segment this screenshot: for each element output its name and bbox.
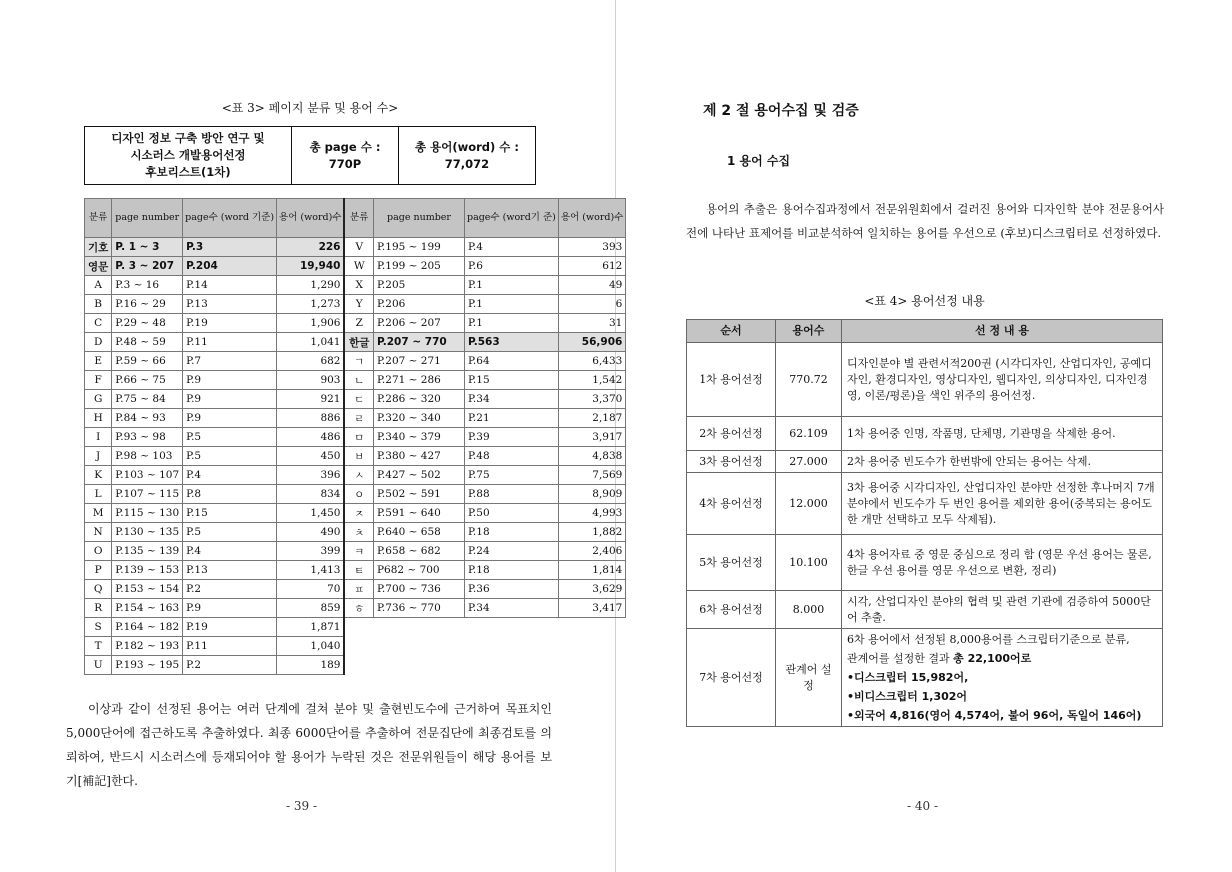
page-count-cell: P.1 xyxy=(464,295,558,314)
category-cell: U xyxy=(85,656,112,675)
content-line: 관계어를 설정한 결과 xyxy=(847,652,954,665)
page-count-cell: P.2 xyxy=(183,656,277,675)
category-cell: ㄷ xyxy=(344,390,373,409)
word-count-cell: 1,041 xyxy=(277,333,345,352)
word-count-cell: 1,542 xyxy=(558,371,625,390)
content-cell: 3차 용어중 시각디자인, 산업디자인 분야만 선정한 후나머지 7개 분야에서 빈도수가 두 번인 용어를 제외한 용어(중복되는 용어도 한 개만 선택하고 모두 삭제됨). xyxy=(842,473,1163,535)
table-row xyxy=(85,504,626,523)
order-cell: 1차 용어선정 xyxy=(687,343,776,417)
table-row xyxy=(85,314,626,333)
col-header: 용어 (word)수 xyxy=(277,199,345,238)
page-range-cell: P.427 ~ 502 xyxy=(373,466,464,485)
category-cell: A xyxy=(85,276,112,295)
page-count-cell: P.64 xyxy=(464,352,558,371)
category-cell: T xyxy=(85,637,112,656)
order-cell: 4차 용어선정 xyxy=(687,473,776,535)
category-cell: ㅈ xyxy=(344,504,373,523)
page-range-cell: P682 ~ 700 xyxy=(373,561,464,580)
bullet-foreign: •외국어 4,816(영어 4,574어, 불어 96어, 독일어 146어) xyxy=(847,709,1142,722)
summary-title xyxy=(85,127,292,185)
page-count-cell: P.3 xyxy=(183,238,277,257)
page-count-cell: P.1 xyxy=(464,314,558,333)
category-cell: 한글 xyxy=(344,333,373,352)
total-words-value: 77,072 xyxy=(444,156,490,171)
page-range-cell: P.182 ~ 193 xyxy=(112,637,183,656)
empty-cell xyxy=(464,656,558,675)
word-count-cell: 393 xyxy=(558,238,625,257)
table-row xyxy=(85,257,626,276)
order-cell: 2차 용어선정 xyxy=(687,417,776,451)
category-cell: F xyxy=(85,371,112,390)
summary-title-line: 디자인 정보 구축 방안 연구 및 xyxy=(111,131,265,145)
empty-cell xyxy=(373,618,464,637)
page-range-cell: P.154 ~ 163 xyxy=(112,599,183,618)
word-count-cell: 226 xyxy=(277,238,345,257)
category-cell: P xyxy=(85,561,112,580)
category-cell: Z xyxy=(344,314,373,333)
word-count-cell: 2,406 xyxy=(558,542,625,561)
total-pages xyxy=(292,127,399,185)
page-count-cell: P.9 xyxy=(183,371,277,390)
page-count-cell: P.4 xyxy=(464,238,558,257)
category-cell: ㄱ xyxy=(344,352,373,371)
page-range-cell: P.199 ~ 205 xyxy=(373,257,464,276)
word-count-cell: 1,882 xyxy=(558,523,625,542)
page-count-cell: P.15 xyxy=(183,504,277,523)
table-row xyxy=(85,390,626,409)
table-row xyxy=(85,238,626,257)
page-count-cell: P.18 xyxy=(464,561,558,580)
total-words-label: 총 용어(word) 수 : xyxy=(415,139,519,154)
page-range-cell: P.736 ~ 770 xyxy=(373,599,464,618)
col-header: page수 (word 기준) xyxy=(183,199,277,238)
page-count-cell: P.5 xyxy=(183,523,277,542)
word-count-cell: 4,838 xyxy=(558,447,625,466)
summary-box xyxy=(84,126,536,185)
word-count-cell: 4,993 xyxy=(558,504,625,523)
page-count-cell: P.4 xyxy=(183,466,277,485)
summary-title-line: 후보리스트(1차) xyxy=(145,165,231,179)
page-range-cell: P.59 ~ 66 xyxy=(112,352,183,371)
page-range-cell: P.591 ~ 640 xyxy=(373,504,464,523)
category-cell: G xyxy=(85,390,112,409)
word-count-cell: 682 xyxy=(277,352,345,371)
page-count-cell: P.11 xyxy=(183,637,277,656)
page-range-cell: P.206 ~ 207 xyxy=(373,314,464,333)
subsection-title: 1 용어 수집 xyxy=(727,154,791,168)
word-count-cell: 1,871 xyxy=(277,618,345,637)
category-cell: S xyxy=(85,618,112,637)
page-count-cell: P.6 xyxy=(464,257,558,276)
word-count-cell: 450 xyxy=(277,447,345,466)
table-row xyxy=(85,656,626,675)
page-count-cell: P.34 xyxy=(464,599,558,618)
word-count-cell: 19,940 xyxy=(277,257,345,276)
page-count-cell: P.24 xyxy=(464,542,558,561)
page-range-cell: P.502 ~ 591 xyxy=(373,485,464,504)
section-title: 제 2 절 용어수집 및 검증 xyxy=(703,103,859,119)
table-row xyxy=(687,473,1163,535)
table-row xyxy=(85,485,626,504)
intro-paragraph: 용어의 추출은 용어수집과정에서 전문위원회에서 걸러진 용어와 디자인학 분야 전문용어사전에 나타난 표제어를 비교분석하여 일치하는 용어를 우선으로 (후보)디스크립터로 선정하였다. xyxy=(686,202,1164,240)
total-pages-value: 770P xyxy=(328,156,362,171)
page-count-cell: P.39 xyxy=(464,428,558,447)
word-count-cell: 396 xyxy=(277,466,345,485)
page-count-cell: P.563 xyxy=(464,333,558,352)
word-count-cell: 1,450 xyxy=(277,504,345,523)
page-number-left: - 39 - xyxy=(286,799,318,813)
page-word-table xyxy=(84,198,626,675)
page-count-cell: P.50 xyxy=(464,504,558,523)
word-count-cell: 6,433 xyxy=(558,352,625,371)
page-count-cell: P.21 xyxy=(464,409,558,428)
col-header: 분류 xyxy=(85,199,112,238)
empty-cell xyxy=(344,618,373,637)
col-header: 순서 xyxy=(687,320,776,343)
page-range-cell: P.205 xyxy=(373,276,464,295)
category-cell: H xyxy=(85,409,112,428)
empty-cell xyxy=(464,618,558,637)
word-count-cell: 189 xyxy=(277,656,345,675)
page-range-cell: P.700 ~ 736 xyxy=(373,580,464,599)
empty-cell xyxy=(373,656,464,675)
col-header: 분류 xyxy=(344,199,373,238)
category-cell: ㄹ xyxy=(344,409,373,428)
word-count-cell: 1,814 xyxy=(558,561,625,580)
count-cell: 770.72 xyxy=(776,343,842,417)
table-row xyxy=(85,599,626,618)
page-count-cell: P.13 xyxy=(183,561,277,580)
empty-cell xyxy=(344,637,373,656)
category-cell: R xyxy=(85,599,112,618)
word-count-cell: 886 xyxy=(277,409,345,428)
category-cell: X xyxy=(344,276,373,295)
word-count-cell: 921 xyxy=(277,390,345,409)
order-cell: 3차 용어선정 xyxy=(687,451,776,473)
word-count-cell: 903 xyxy=(277,371,345,390)
page-range-cell: P.207 ~ 271 xyxy=(373,352,464,371)
table-header-row xyxy=(687,320,1163,343)
count-cell: 8.000 xyxy=(776,591,842,629)
word-count-cell: 56,906 xyxy=(558,333,625,352)
content-cell: 2차 용어중 빈도수가 한번밖에 안되는 용어는 삭제. xyxy=(842,451,1163,473)
count-cell: 12.000 xyxy=(776,473,842,535)
category-cell: I xyxy=(85,428,112,447)
table-row xyxy=(85,561,626,580)
table-row xyxy=(85,466,626,485)
col-header: 용어 (word)수 xyxy=(558,199,625,238)
word-count-cell: 1,290 xyxy=(277,276,345,295)
category-cell: ㅇ xyxy=(344,485,373,504)
page-range-cell: P.153 ~ 154 xyxy=(112,580,183,599)
table-row xyxy=(85,428,626,447)
page-count-cell: P.9 xyxy=(183,599,277,618)
table-row xyxy=(85,295,626,314)
word-count-cell: 1,413 xyxy=(277,561,345,580)
page-count-cell: P.75 xyxy=(464,466,558,485)
category-cell: M xyxy=(85,504,112,523)
page-range-cell: P.130 ~ 135 xyxy=(112,523,183,542)
word-count-cell: 7,569 xyxy=(558,466,625,485)
page-count-cell: P.19 xyxy=(183,314,277,333)
word-count-cell: 31 xyxy=(558,314,625,333)
word-count-cell: 1,040 xyxy=(277,637,345,656)
word-count-cell: 3,417 xyxy=(558,599,625,618)
word-count-cell: 70 xyxy=(277,580,345,599)
word-count-cell: 49 xyxy=(558,276,625,295)
empty-cell xyxy=(344,656,373,675)
word-count-cell: 6 xyxy=(558,295,625,314)
page-range-cell: P.286 ~ 320 xyxy=(373,390,464,409)
category-cell: ㅎ xyxy=(344,599,373,618)
word-count-cell: 3,917 xyxy=(558,428,625,447)
content-total: 총 22,100어로 xyxy=(953,652,1032,665)
page-count-cell: P.1 xyxy=(464,276,558,295)
page-range-cell: P.193 ~ 195 xyxy=(112,656,183,675)
page-count-cell: P.7 xyxy=(183,352,277,371)
category-cell: D xyxy=(85,333,112,352)
page-range-cell: P.16 ~ 29 xyxy=(112,295,183,314)
page-range-cell: P.135 ~ 139 xyxy=(112,542,183,561)
word-count-cell: 8,909 xyxy=(558,485,625,504)
order-cell: 5차 용어선정 xyxy=(687,535,776,591)
table-row xyxy=(687,591,1163,629)
page-range-cell: P.207 ~ 770 xyxy=(373,333,464,352)
body-paragraph: 이상과 같이 선정된 용어는 여러 단계에 걸쳐 분야 및 출현빈도수에 근거하여 목표치인 5,000단어에 접근하도록 추출하였다. 최종 6000단어를 추출하여 전문집단에 최종검토를 의뢰하여, 반드시 시소러스에 등재되어야 할 용어가 누락된 것은 전문위원들이 해당 용어를 보기[補記]한다. xyxy=(66,702,552,788)
empty-cell xyxy=(558,656,625,675)
page-range-cell: P.139 ~ 153 xyxy=(112,561,183,580)
bullet-descriptor: •디스크립터 15,982어, xyxy=(847,671,969,684)
page-range-cell: P.75 ~ 84 xyxy=(112,390,183,409)
category-cell: K xyxy=(85,466,112,485)
summary-title-line: 시소러스 개발용어선정 xyxy=(130,148,246,162)
category-cell: ㅌ xyxy=(344,561,373,580)
page-count-cell: P.36 xyxy=(464,580,558,599)
col-header: page number xyxy=(373,199,464,238)
table-row xyxy=(85,542,626,561)
page-range-cell: P.340 ~ 379 xyxy=(373,428,464,447)
word-count-cell: 612 xyxy=(558,257,625,276)
page-range-cell: P.103 ~ 107 xyxy=(112,466,183,485)
page-count-cell: P.11 xyxy=(183,333,277,352)
word-count-cell: 486 xyxy=(277,428,345,447)
count-cell: 27.000 xyxy=(776,451,842,473)
page-range-cell: P. 1 ~ 3 xyxy=(112,238,183,257)
category-cell: L xyxy=(85,485,112,504)
col-header: page number xyxy=(112,199,183,238)
content-cell: 디자인분야 별 관련서적200권 (시각디자인, 산업디자인, 공예디자인, 환경디자인, 영상디자인, 웹디자인, 의상디자인, 디자인경영, 이론/평론)을 색인 위주의 용어선정. xyxy=(842,343,1163,417)
col-header: 용어수 xyxy=(776,320,842,343)
category-cell: W xyxy=(344,257,373,276)
word-count-cell: 859 xyxy=(277,599,345,618)
page-count-cell: P.9 xyxy=(183,409,277,428)
page-range-cell: P.98 ~ 103 xyxy=(112,447,183,466)
page-count-cell: P.204 xyxy=(183,257,277,276)
page-range-cell: P.320 ~ 340 xyxy=(373,409,464,428)
empty-cell xyxy=(464,637,558,656)
table4-caption: <표 4> 용어선정 내용 xyxy=(864,294,985,308)
table-row xyxy=(85,580,626,599)
page-range-cell: P.271 ~ 286 xyxy=(373,371,464,390)
category-cell: ㄴ xyxy=(344,371,373,390)
page-range-cell: P. 3 ~ 207 xyxy=(112,257,183,276)
empty-cell xyxy=(558,637,625,656)
page-count-cell: P.9 xyxy=(183,390,277,409)
page-range-cell: P.206 xyxy=(373,295,464,314)
order-cell: 6차 용어선정 xyxy=(687,591,776,629)
word-count-cell: 490 xyxy=(277,523,345,542)
category-cell: C xyxy=(85,314,112,333)
word-count-cell: 3,629 xyxy=(558,580,625,599)
category-cell: ㅂ xyxy=(344,447,373,466)
page-range-cell: P.29 ~ 48 xyxy=(112,314,183,333)
category-cell: ㅋ xyxy=(344,542,373,561)
table-header-row xyxy=(85,199,626,238)
table-row xyxy=(85,618,626,637)
empty-cell xyxy=(558,618,625,637)
category-cell: O xyxy=(85,542,112,561)
page-count-cell: P.5 xyxy=(183,428,277,447)
col-header: 선 정 내 용 xyxy=(842,320,1163,343)
page-range-cell: P.48 ~ 59 xyxy=(112,333,183,352)
page-count-cell: P.2 xyxy=(183,580,277,599)
content-cell: 1차 용어중 인명, 작품명, 단체명, 기관명을 삭제한 용어. xyxy=(842,417,1163,451)
category-cell: ㅁ xyxy=(344,428,373,447)
category-cell: ㅅ xyxy=(344,466,373,485)
page-range-cell: P.84 ~ 93 xyxy=(112,409,183,428)
word-count-cell: 1,906 xyxy=(277,314,345,333)
total-words xyxy=(399,127,536,185)
bullet-non-descriptor: •비디스크립터 1,302어 xyxy=(847,690,968,703)
page-count-cell: P.88 xyxy=(464,485,558,504)
count-cell: 10.100 xyxy=(776,535,842,591)
category-cell: 기호 xyxy=(85,238,112,257)
table-row xyxy=(85,637,626,656)
table-row xyxy=(687,417,1163,451)
content-cell xyxy=(842,629,1163,727)
page-range-cell: P.115 ~ 130 xyxy=(112,504,183,523)
page-range-cell: P.658 ~ 682 xyxy=(373,542,464,561)
category-cell: Q xyxy=(85,580,112,599)
table-row xyxy=(85,409,626,428)
category-cell: N xyxy=(85,523,112,542)
word-count-cell: 399 xyxy=(277,542,345,561)
page-count-cell: P.18 xyxy=(464,523,558,542)
word-count-cell: 834 xyxy=(277,485,345,504)
page-count-cell: P.34 xyxy=(464,390,558,409)
page-range-cell: P.164 ~ 182 xyxy=(112,618,183,637)
category-cell: B xyxy=(85,295,112,314)
page-count-cell: P.5 xyxy=(183,447,277,466)
table-row xyxy=(85,523,626,542)
col-header: page수 (word기 준) xyxy=(464,199,558,238)
table-row xyxy=(85,276,626,295)
category-cell: ㅍ xyxy=(344,580,373,599)
page-range-cell: P.195 ~ 199 xyxy=(373,238,464,257)
word-count-cell: 3,370 xyxy=(558,390,625,409)
page-count-cell: P.19 xyxy=(183,618,277,637)
category-cell: V xyxy=(344,238,373,257)
page-range-cell: P.93 ~ 98 xyxy=(112,428,183,447)
category-cell: Y xyxy=(344,295,373,314)
count-cell: 62.109 xyxy=(776,417,842,451)
category-cell: J xyxy=(85,447,112,466)
table-row xyxy=(85,333,626,352)
table-row xyxy=(687,343,1163,417)
content-line: 6차 용어에서 선정된 8,000용어를 스크립터기준으로 분류, xyxy=(847,633,1130,646)
page-count-cell: P.15 xyxy=(464,371,558,390)
content-cell: 4차 용어자료 중 영문 중심으로 정리 함 (영문 우선 용어는 물론, 한글 우선 용어를 영문 우선으로 변환, 정리) xyxy=(842,535,1163,591)
table-row xyxy=(85,447,626,466)
word-count-cell: 1,273 xyxy=(277,295,345,314)
page-count-cell: P.13 xyxy=(183,295,277,314)
table3-caption: <표 3> 페이지 분류 및 용어 수> xyxy=(221,101,399,115)
table-row xyxy=(85,371,626,390)
table-row xyxy=(687,629,1163,727)
page-count-cell: P.8 xyxy=(183,485,277,504)
order-cell: 7차 용어선정 xyxy=(687,629,776,727)
count-cell: 관계어 설정 xyxy=(776,629,842,727)
page-range-cell: P.66 ~ 75 xyxy=(112,371,183,390)
selection-table xyxy=(686,319,1163,727)
page-count-cell: P.14 xyxy=(183,276,277,295)
table-row xyxy=(687,451,1163,473)
empty-cell xyxy=(373,637,464,656)
table-row xyxy=(687,535,1163,591)
page-range-cell: P.107 ~ 115 xyxy=(112,485,183,504)
page-count-cell: P.48 xyxy=(464,447,558,466)
page-number-right: - 40 - xyxy=(907,799,939,813)
table-row xyxy=(85,352,626,371)
category-cell: 영문 xyxy=(85,257,112,276)
page-count-cell: P.4 xyxy=(183,542,277,561)
total-pages-label: 총 page 수 : xyxy=(309,139,381,154)
content-cell: 시각, 산업디자인 분야의 협력 및 관련 기관에 검증하여 5000단어 추출. xyxy=(842,591,1163,629)
word-count-cell: 2,187 xyxy=(558,409,625,428)
page-range-cell: P.3 ~ 16 xyxy=(112,276,183,295)
category-cell: ㅊ xyxy=(344,523,373,542)
page-range-cell: P.380 ~ 427 xyxy=(373,447,464,466)
page-range-cell: P.640 ~ 658 xyxy=(373,523,464,542)
category-cell: E xyxy=(85,352,112,371)
